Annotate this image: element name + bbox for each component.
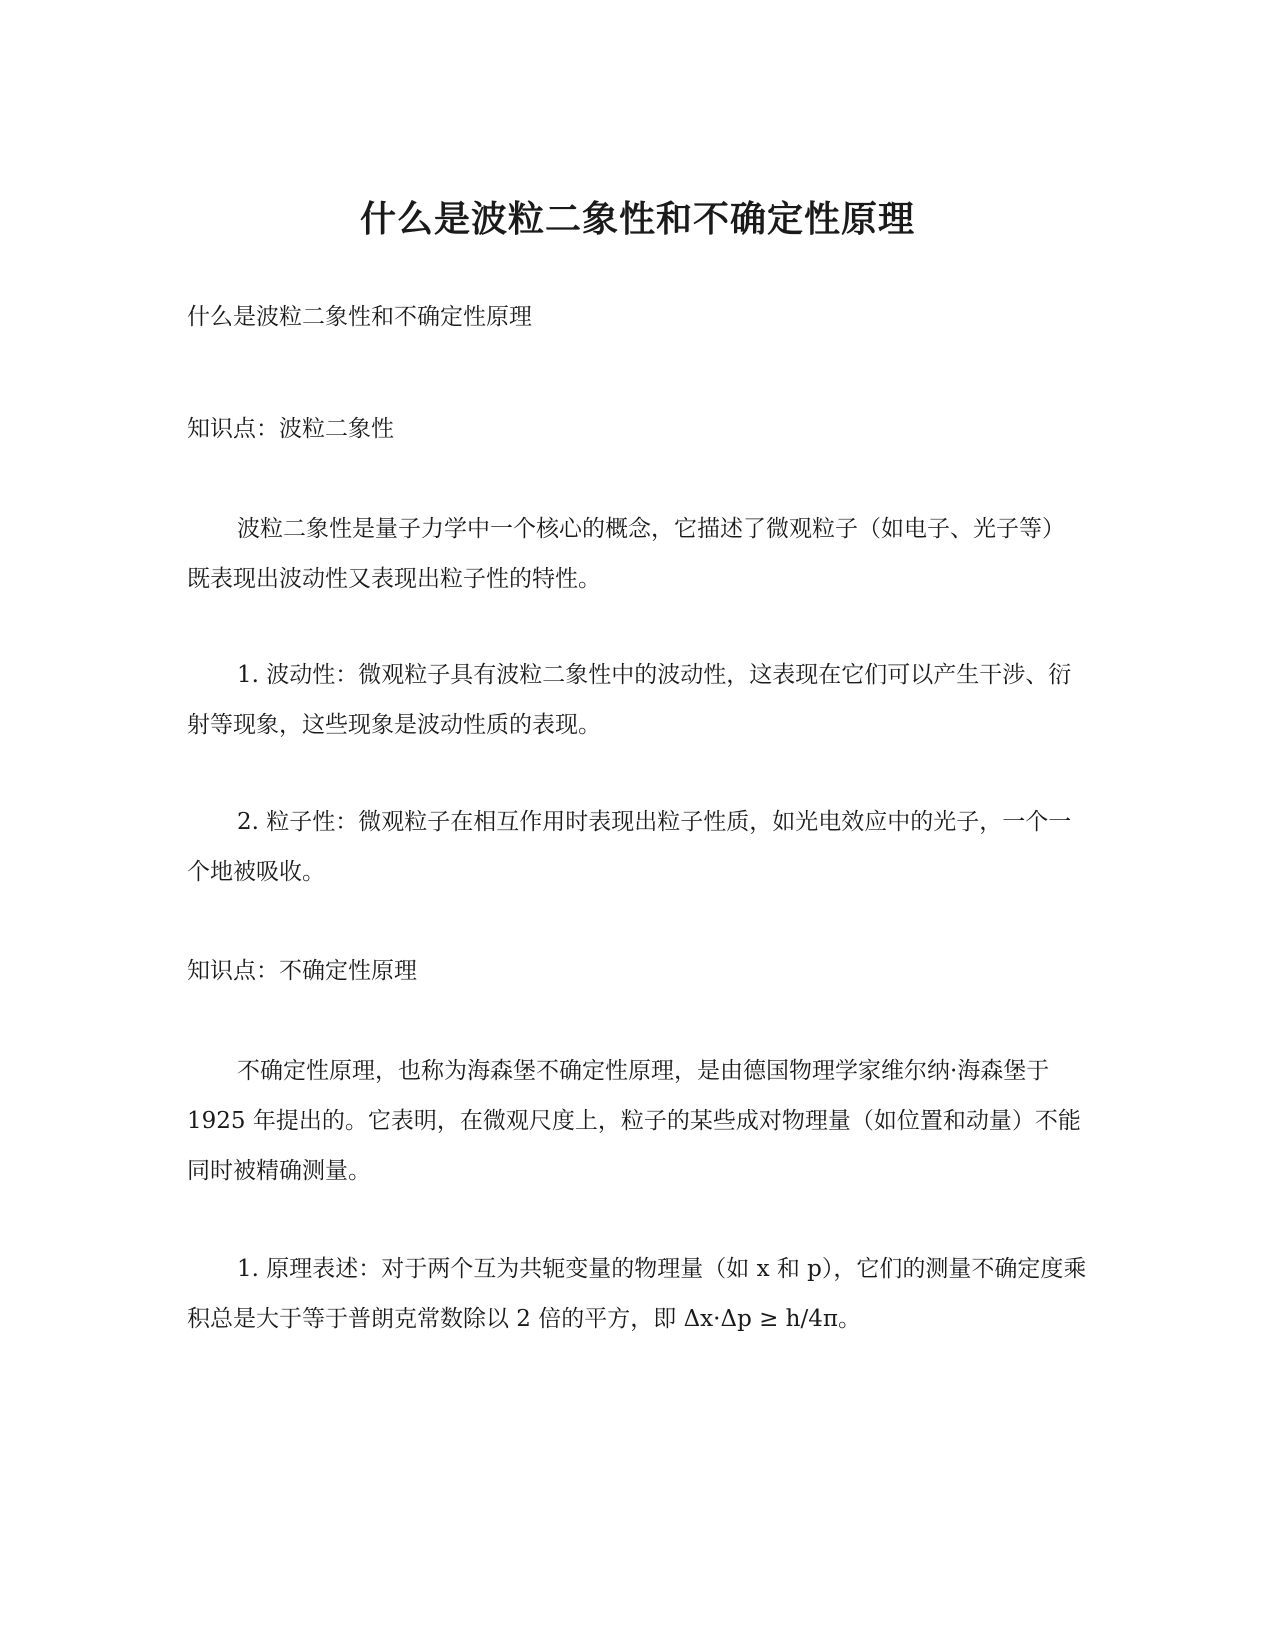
document-title: 什么是波粒二象性和不确定性原理 (359, 198, 915, 240)
paragraph-wave-property: 1. 波动性：微观粒子具有波粒二象性中的波动性，这表现在它们可以产生干涉、衍射等现象，这些现象是波动性质的表现。 (187, 662, 1072, 738)
section-heading-wave-particle: 知识点：波粒二象性 (187, 416, 394, 442)
paragraph-wave-particle-intro: 波粒二象性是量子力学中一个核心的概念，它描述了微观粒子（如电子、光子等）既表现出波动性又表现出粒子性的特性。 (187, 516, 1065, 592)
document-subtitle: 什么是波粒二象性和不确定性原理 (187, 304, 532, 330)
paragraph-uncertainty-intro: 不确定性原理，也称为海森堡不确定性原理，是由德国物理学家维尔纳·海森堡于 1925 年提出的。它表明，在微观尺度上，粒子的某些成对物理量（如位置和动量）不能同时被精确测量。 (187, 1058, 1081, 1184)
section-heading-uncertainty: 知识点：不确定性原理 (187, 958, 417, 984)
paragraph-uncertainty-statement: 1. 原理表述：对于两个互为共轭变量的物理量（如 x 和 p），它们的测量不确定度乘积总是大于等于普朗克常数除以 2 倍的平方，即 Δx·Δp ≥ h/4π。 (187, 1256, 1087, 1332)
paragraph-particle-property: 2. 粒子性：微观粒子在相互作用时表现出粒子性质，如光电效应中的光子，一个一个地被吸收。 (187, 809, 1072, 885)
